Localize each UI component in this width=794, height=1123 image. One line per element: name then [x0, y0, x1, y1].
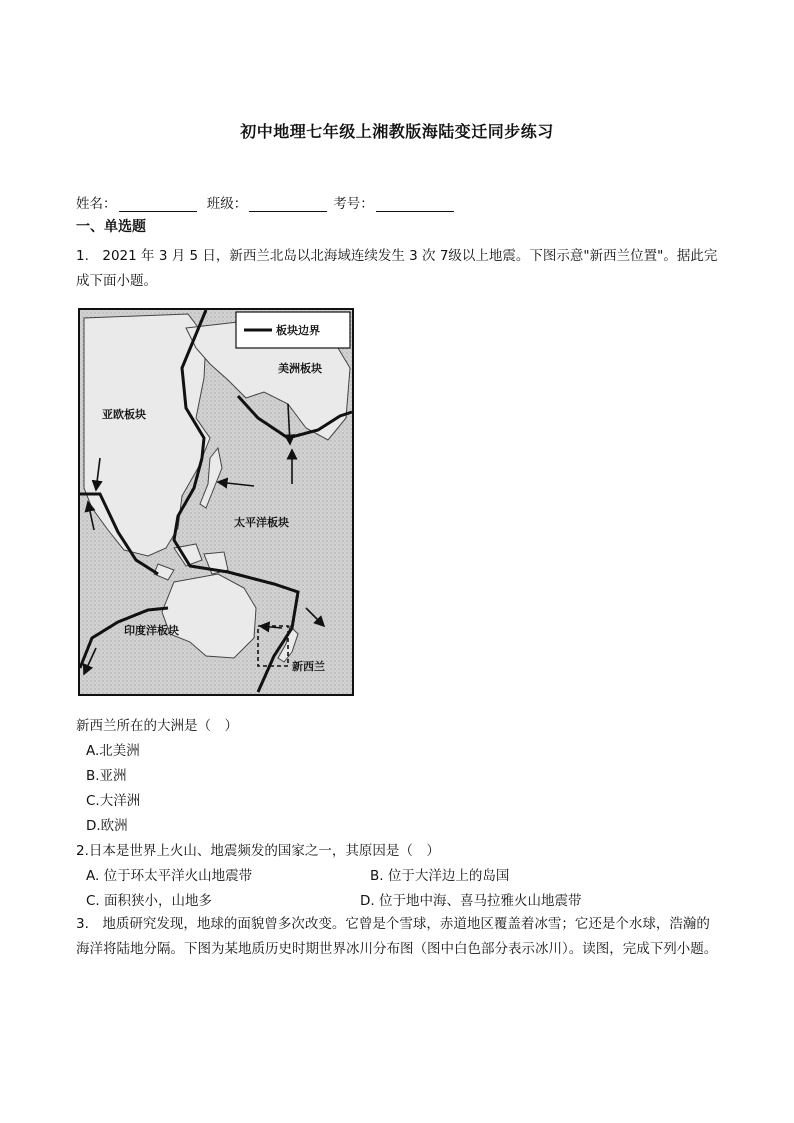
- legend-label: 板块边界: [276, 324, 320, 337]
- exam-label: 考号：: [333, 196, 374, 212]
- q2-option-c: C. 面积狭小，山地多: [86, 893, 213, 909]
- class-blank: [249, 197, 327, 212]
- q1-option-c: C.大洋洲: [86, 793, 141, 809]
- q2-option-a: A. 位于环太平洋火山地震带: [86, 868, 253, 884]
- question-2-stem: 2.日本是世界上火山、地震频发的国家之一，其原因是（ ）: [76, 843, 440, 859]
- q1-option-b: B.亚洲: [86, 768, 127, 784]
- page-title: 初中地理七年级上湘教版海陆变迁同步练习: [240, 122, 554, 141]
- question-1-stem: 1. 2021 年 3 月 5 日，新西兰北岛以北海域连续发生 3 次 7级以上地震。下图示意"新西兰位置"。据此完成下面小题。: [76, 248, 718, 289]
- label-eurasia-plate: 亚欧板块: [102, 408, 146, 421]
- label-pacific-plate: 太平洋板块: [234, 516, 289, 529]
- question-3-stem: 3. 地质研究发现，地球的面貌曾多次改变。它曾是个雪球，赤道地区覆盖着冰雪；它还是个水球，浩瀚的海洋将陆地分隔。下图为某地质历史时期世界冰川分布图（图中白色部分表示冰川）。读图，完成下列小题。: [76, 916, 718, 957]
- student-info-row: [76, 192, 460, 212]
- question-1-sub: 新西兰所在的大洲是（ ）: [76, 718, 238, 734]
- q2-option-b: B. 位于大洋边上的岛国: [370, 868, 510, 884]
- label-america-plate: 美洲板块: [278, 362, 322, 375]
- q2-option-d: D. 位于地中海、喜马拉雅火山地震带: [360, 893, 582, 909]
- class-label: 班级：: [206, 196, 248, 212]
- plate-map: [78, 308, 354, 696]
- plate-map-figure: [78, 308, 354, 696]
- q1-option-d: D.欧洲: [86, 818, 128, 834]
- section-heading: 一、单选题: [76, 219, 146, 235]
- label-indian-plate: 印度洋板块: [124, 624, 179, 637]
- exam-blank: [376, 197, 454, 212]
- q1-option-a: A.北美洲: [86, 743, 140, 759]
- name-label: 姓名：: [76, 196, 117, 212]
- label-new-zealand: 新西兰: [292, 660, 325, 673]
- name-blank: [119, 197, 197, 212]
